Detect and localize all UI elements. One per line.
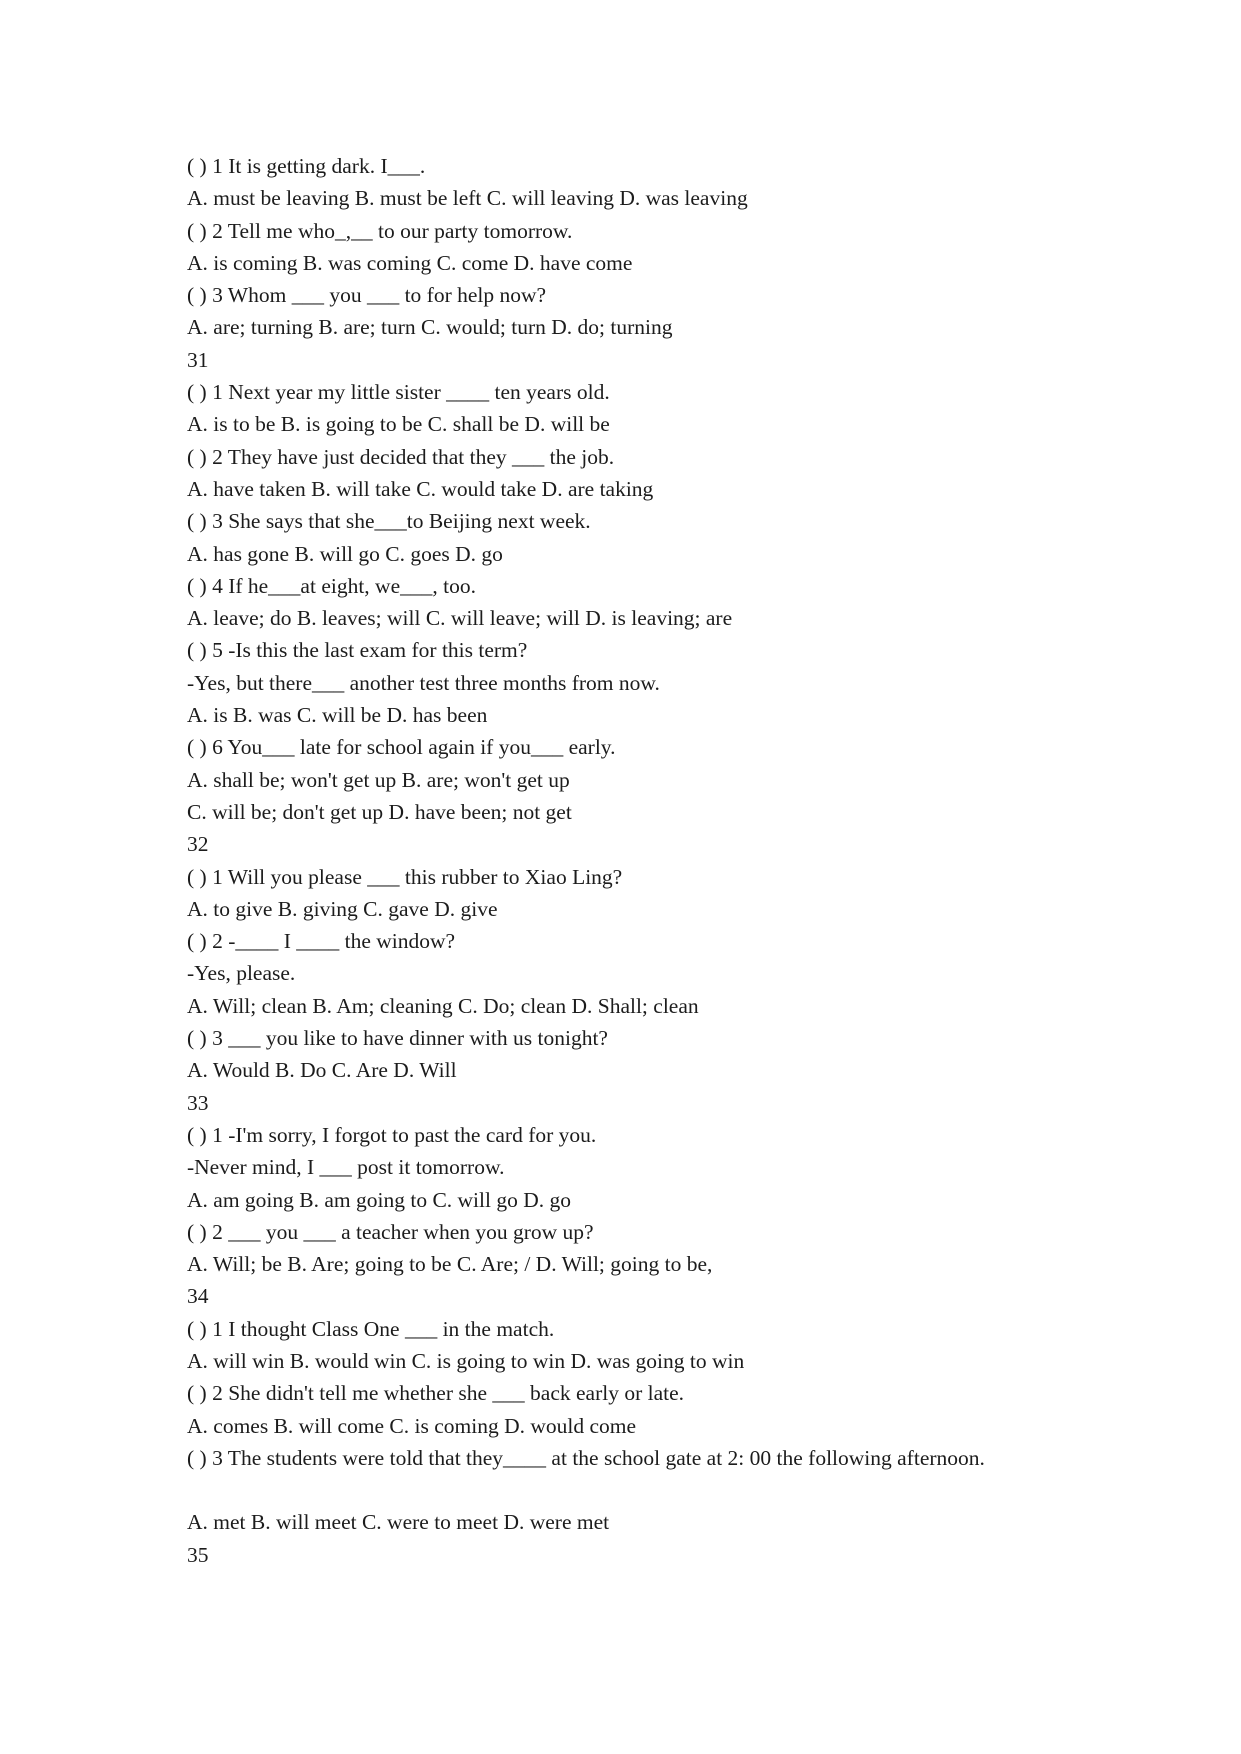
dialogue-line: -Yes, please.	[187, 961, 296, 986]
dialogue-line: -Yes, but there___ another test three months from now.	[187, 670, 660, 695]
options-line: A. Will; clean B. Am; cleaning C. Do; clean D. Shall; clean	[187, 993, 699, 1018]
section-number: 35	[187, 1542, 209, 1567]
options-line: A. has gone B. will go C. goes D. go	[187, 541, 503, 566]
options-line: A. met B. will meet C. were to meet D. were met	[187, 1510, 610, 1535]
question-line: ( ) 2 Tell me who_,__ to our party tomorrow.	[187, 218, 573, 243]
options-line: A. comes B. will come C. is coming D. would come	[187, 1413, 637, 1438]
options-line: A. Would B. Do C. Are D. Will	[187, 1058, 457, 1083]
options-line: A. Will; be B. Are; going to be C. Are; / D. Will; going to be,	[187, 1252, 713, 1277]
section-number: 33	[187, 1090, 209, 1115]
options-line: A. leave; do B. leaves; will C. will leave; will D. is leaving; are	[187, 606, 733, 631]
question-line: ( ) 2 They have just decided that they ___ the job.	[187, 444, 615, 469]
section-number: 31	[187, 347, 209, 372]
question-line: ( ) 4 If he___at eight, we___, too.	[187, 573, 476, 598]
question-line: ( ) 3 She says that she___to Beijing next week.	[187, 509, 591, 534]
options-line: A. will win B. would win C. is going to win D. was going to win	[187, 1348, 745, 1373]
options-line: C. will be; don't get up D. have been; not get	[187, 799, 572, 824]
question-line: ( ) 1 Next year my little sister ____ ten years old.	[187, 380, 610, 405]
section-number: 32	[187, 832, 209, 857]
options-line: A. must be leaving B. must be left C. will leaving D. was leaving	[187, 186, 748, 211]
question-line: ( ) 2 She didn't tell me whether she ___ back early or late.	[187, 1381, 685, 1406]
question-line: ( ) 3 ___ you like to have dinner with us tonight?	[187, 1026, 608, 1051]
options-line: A. are; turning B. are; turn C. would; turn D. do; turning	[187, 315, 673, 340]
options-line: A. am going B. am going to C. will go D. go	[187, 1187, 572, 1212]
question-line: ( ) 6 You___ late for school again if you___ early.	[187, 735, 616, 760]
options-line: A. shall be; won't get up B. are; won't get up	[187, 767, 570, 792]
question-line: ( ) 1 -I'm sorry, I forgot to past the card for you.	[187, 1122, 597, 1147]
question-line: ( ) 2 ___ you ___ a teacher when you grow up?	[187, 1219, 594, 1244]
options-line: A. is coming B. was coming C. come D. have come	[187, 250, 633, 275]
options-line: A. have taken B. will take C. would take D. are taking	[187, 476, 654, 501]
document-page	[187, 150, 1197, 1571]
dialogue-line: -Never mind, I ___ post it tomorrow.	[187, 1155, 505, 1180]
question-line: ( ) 3 The students were told that they____ at the school gate at 2: 00 the following afternoon.	[187, 1445, 985, 1470]
options-line: A. is to be B. is going to be C. shall be D. will be	[187, 412, 610, 437]
options-line: A. to give B. giving C. gave D. give	[187, 896, 498, 921]
question-line: ( ) 3 Whom ___ you ___ to for help now?	[187, 283, 547, 308]
question-line: ( ) 1 It is getting dark. I___.	[187, 154, 426, 178]
question-line: ( ) 1 Will you please ___ this rubber to Xiao Ling?	[187, 864, 623, 889]
question-line: ( ) 5 -Is this the last exam for this term?	[187, 638, 528, 663]
section-number: 34	[187, 1284, 209, 1309]
question-line: ( ) 2 -____ I ____ the window?	[187, 929, 456, 954]
question-line: ( ) 1 I thought Class One ___ in the match.	[187, 1316, 555, 1341]
options-line: A. is B. was C. will be D. has been	[187, 703, 488, 728]
